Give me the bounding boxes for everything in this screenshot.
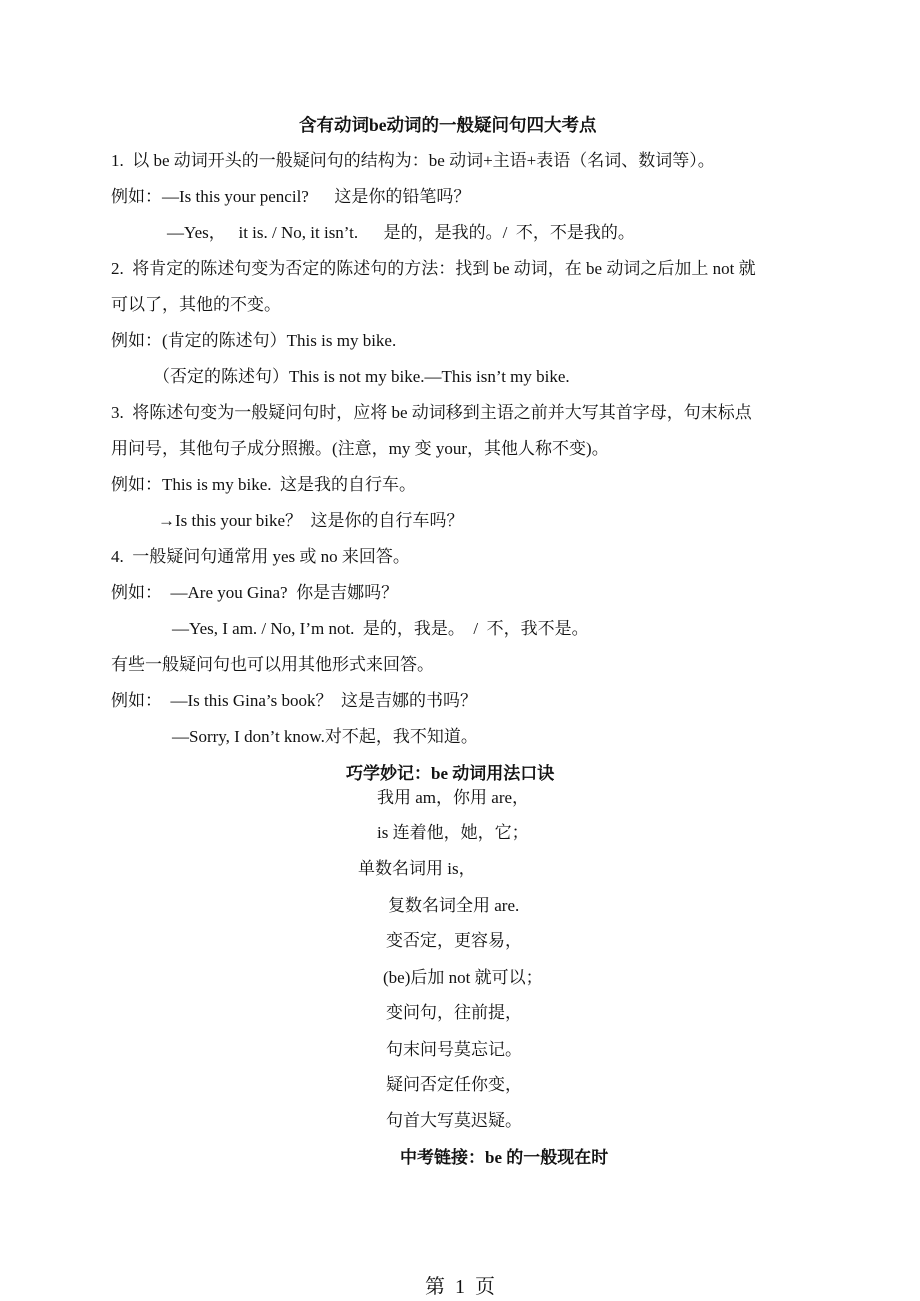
body-line: —Sorry, I don’t know.对不起，我不知道。 (172, 727, 478, 746)
body-line: （否定的陈述句）This is not my bike.—This isn’t my bike. (153, 367, 570, 386)
rhyme-line: 我用 am，你用 are， (377, 788, 530, 807)
body-line: 有些一般疑问句也可以用其他形式来回答。 (111, 655, 434, 674)
body-line: 例如： —Are you Gina? 你是吉娜吗？ (111, 583, 399, 602)
rhyme-line: 变否定，更容易， (386, 931, 522, 950)
rhyme-line: 复数名词全用 are. (388, 896, 520, 915)
body-line: 例如：—Is this your pencil? 这是你的铅笔吗？ (111, 187, 471, 206)
rhyme-line: is 连着他，她，它； (377, 823, 529, 842)
body-line: 例如： —Is this Gina’s book？ 这是吉娜的书吗？ (111, 691, 477, 710)
rhyme-line: 句末问号莫忘记。 (386, 1040, 522, 1059)
document-title: 含有动词be动词的一般疑问句四大考点 (299, 115, 597, 135)
body-line: 3. 将陈述句变为一般疑问句时，应将 be 动词移到主语之前并大写其首字母，句末标点 (111, 403, 752, 422)
body-line: 例如：This is my bike. 这是我的自行车。 (111, 475, 417, 494)
body-line: 1. 以 be 动词开头的一般疑问句的结构为：be 动词+主语+表语（名词、数词等）。 (111, 151, 715, 170)
rhyme-title: 巧学妙记：be 动词用法口诀 (346, 764, 555, 783)
body-line: —Yes， it is. / No, it isn’t. 是的，是我的。/ 不，不是我的。 (167, 223, 635, 242)
body-line: 用问号，其他句子成分照搬。(注意，my 变 your，其他人称不变)。 (111, 439, 609, 458)
body-line: 例如：(肯定的陈述句）This is my bike. (111, 331, 397, 350)
body-line: 2. 将肯定的陈述句变为否定的陈述句的方法：找到 be 动词，在 be 动词之后加上 not 就 (111, 259, 756, 278)
rhyme-line: (be)后加 not 就可以； (383, 968, 543, 987)
section-heading: 中考链接：be 的一般现在时 (400, 1148, 609, 1167)
rhyme-line: 单数名词用 is， (358, 859, 476, 878)
body-line: 4. 一般疑问句通常用 yes 或 no 来回答。 (111, 547, 410, 566)
page-number: 第 1 页 (425, 1276, 495, 1298)
body-line: 可以了，其他的不变。 (111, 295, 281, 314)
rhyme-line: 变问句，往前提， (386, 1003, 522, 1022)
body-line: —Yes, I am. / No, I’m not. 是的，我是。 / 不，我不是。 (172, 619, 589, 638)
body-line: →Is this your bike？ 这是你的自行车吗？ (158, 511, 464, 530)
rhyme-line: 疑问否定任你变， (386, 1075, 522, 1094)
rhyme-line: 句首大写莫迟疑。 (386, 1111, 522, 1130)
